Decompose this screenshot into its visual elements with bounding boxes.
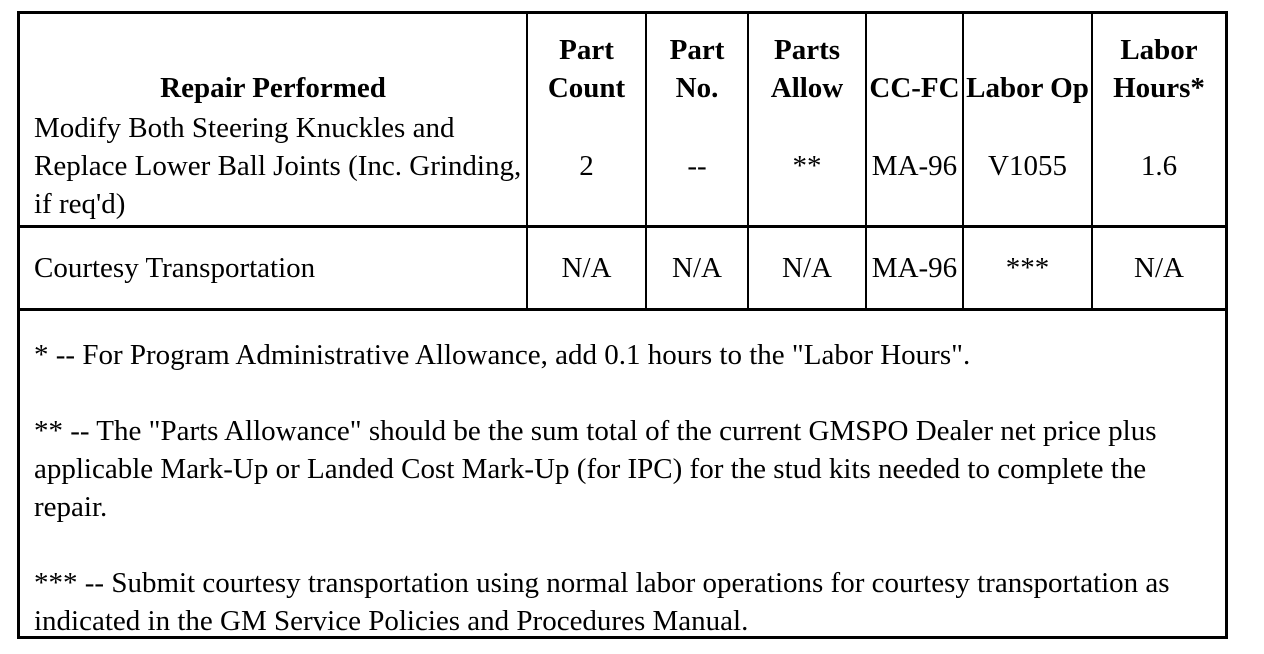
header-part-count: Part Count [527, 14, 646, 107]
header-ccfc: CC-FC [866, 14, 963, 107]
cell-labor-op: *** [963, 227, 1092, 310]
table-row [20, 107, 1225, 227]
repair-table [20, 14, 1225, 311]
table-row [20, 227, 1225, 310]
footnotes [34, 336, 1219, 640]
header-parts-allow: Parts Allow [748, 14, 866, 107]
cell-parts-allow: N/A [748, 227, 866, 310]
cell-repair: Modify Both Steering Knuckles and Replace Lower Ball Joints (Inc. Grinding, if req'd) [20, 107, 527, 227]
cell-part-no: N/A [646, 227, 748, 310]
cell-part-count: 2 [527, 107, 646, 227]
cell-parts-allow: ** [748, 107, 866, 227]
footnote-courtesy-transportation: *** -- Submit courtesy transportation using normal labor operations for courtesy transportation as indicated in the GM Service Policies and Procedures Manual. [34, 567, 1170, 637]
cell-ccfc: MA-96 [866, 107, 963, 227]
header-part-no: Part No. [646, 14, 748, 107]
header-labor-hours: Labor Hours* [1092, 14, 1225, 107]
cell-labor-hours: 1.6 [1092, 107, 1225, 227]
repair-table-frame [17, 11, 1228, 639]
cell-repair: Courtesy Transportation [20, 227, 527, 310]
cell-labor-op: V1055 [963, 107, 1092, 227]
header-labor-op: Labor Op [963, 14, 1092, 107]
cell-ccfc: MA-96 [866, 227, 963, 310]
cell-part-count: N/A [527, 227, 646, 310]
footnote-parts-allowance: ** -- The "Parts Allowance" should be the sum total of the current GMSPO Dealer net price plus applicable Mark-Up or Landed Cost Mark-Up (for IPC) for the stud kits needed to complete the repair. [34, 415, 1157, 523]
header-row [20, 14, 1225, 107]
cell-labor-hours: N/A [1092, 227, 1225, 310]
header-repair-performed: Repair Performed [160, 72, 386, 104]
footnote-labor-hours: * -- For Program Administrative Allowance, add 0.1 hours to the "Labor Hours". [34, 339, 971, 371]
cell-part-no: -- [646, 107, 748, 227]
